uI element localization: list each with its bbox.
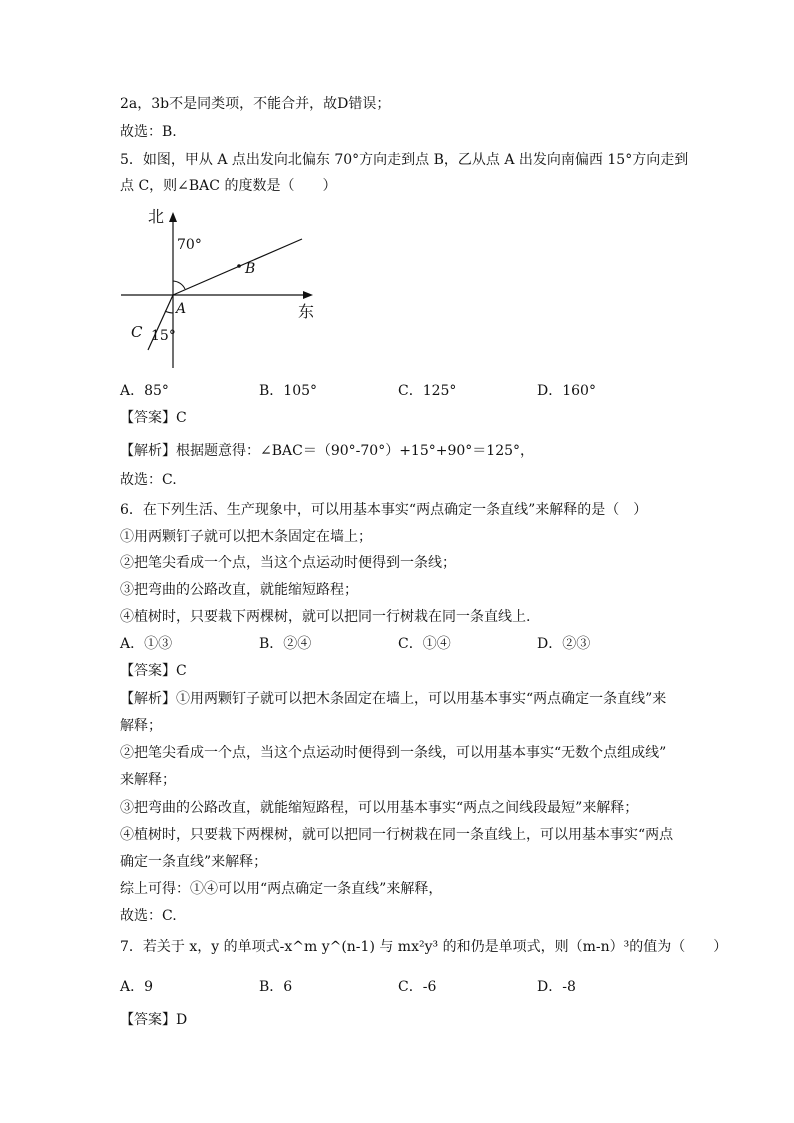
- label-angle-15: 15°: [151, 328, 176, 344]
- q7-option-d: D．-8: [537, 979, 576, 995]
- q6-stem: 6．在下列生活、生产现象中，可以用基本事实“两点确定一条直线”来解释的是（ ）: [120, 502, 648, 518]
- q6-analysis-line8: 综上可得：①④可以用“两点确定一条直线”来解释，: [120, 881, 443, 897]
- q5-stem-line2: 点 C，则∠BAC 的度数是（ ）: [120, 178, 337, 194]
- label-point-b: B: [245, 261, 256, 277]
- q6-item-2: ②把笔尖看成一个点，当这个点运动时便得到一条线；: [120, 555, 456, 571]
- q5-direction-diagram: [115, 200, 325, 370]
- q7-stem: 7．若关于 x，y 的单项式-x^m y^(n-1) 与 mx²y³ 的和仍是单项式，则（m-n）³的值为（ ）: [120, 939, 728, 955]
- q6-item-4: ④植树时，只要栽下两棵树，就可以把同一行树栽在同一条直线上.: [120, 609, 531, 625]
- label-point-a: A: [176, 301, 187, 317]
- label-point-c: C: [131, 323, 143, 341]
- q7-answer: 【答案】D: [120, 1012, 188, 1028]
- q5-conclusion: 故选：C.: [120, 472, 177, 488]
- label-north: 北: [148, 207, 165, 226]
- q6-analysis-line6: ④植树时，只要栽下两棵树，就可以把同一行树栽在同一条直线上，可以用基本事实“两点: [120, 827, 674, 843]
- q6-analysis-line2: 解释；: [120, 718, 162, 734]
- east-arrowhead: [303, 291, 313, 299]
- q6-option-b: B．②④: [259, 636, 312, 652]
- q7-option-a: A．9: [120, 979, 154, 995]
- q6-option-c: C．①④: [398, 636, 451, 652]
- q6-analysis-line7: 确定一条直线”来解释；: [120, 854, 268, 870]
- q5-option-c: C．125°: [398, 383, 457, 399]
- q6-conclusion: 故选：C.: [120, 908, 177, 924]
- q5-analysis: 【解析】根据题意得：∠BAC＝（90°-70°）+15°+90°＝125°，: [120, 443, 535, 459]
- q6-analysis-line5: ③把弯曲的公路改直，就能缩短路程，可以用基本事实“两点之间线段最短”来解释；: [120, 800, 639, 816]
- q6-option-d: D．②③: [537, 636, 591, 652]
- q6-item-1: ①用两颗钉子就可以把木条固定在墙上；: [120, 529, 372, 545]
- q6-option-a: A．①③: [120, 636, 173, 652]
- q5-answer: 【答案】C: [120, 410, 187, 426]
- q6-analysis-line4: 来解释；: [120, 772, 176, 788]
- label-east: 东: [298, 302, 315, 321]
- north-arrowhead: [169, 212, 177, 222]
- point-b: [237, 264, 241, 268]
- label-angle-70: 70°: [177, 237, 202, 253]
- prev-explanation-line: 2a，3b不是同类项，不能合并，故D错误；: [120, 96, 391, 112]
- q5-option-d: D．160°: [537, 383, 596, 399]
- q5-stem-line1: 5．如图，甲从 A 点出发向北偏东 70°方向走到点 B，乙从点 A 出发向南偏西 15°方向走到: [120, 152, 689, 168]
- q7-option-b: B．6: [259, 979, 293, 995]
- q6-item-3: ③把弯曲的公路改直，就能缩短路程；: [120, 582, 358, 598]
- q6-answer: 【答案】C: [120, 663, 187, 679]
- q5-option-b: B．105°: [259, 383, 318, 399]
- angle-arc-15: [165, 311, 173, 313]
- prev-conclusion: 故选：B.: [120, 124, 177, 140]
- angle-arc-70: [173, 281, 185, 289]
- q7-option-c: C．-6: [398, 979, 437, 995]
- q6-analysis-line1: 【解析】①用两颗钉子就可以把木条固定在墙上，可以用基本事实“两点确定一条直线”来: [120, 691, 667, 707]
- q6-analysis-line3: ②把笔尖看成一个点，当这个点运动时便得到一条线，可以用基本事实“无数个点组成线”: [120, 745, 667, 761]
- q5-option-a: A．85°: [120, 383, 169, 399]
